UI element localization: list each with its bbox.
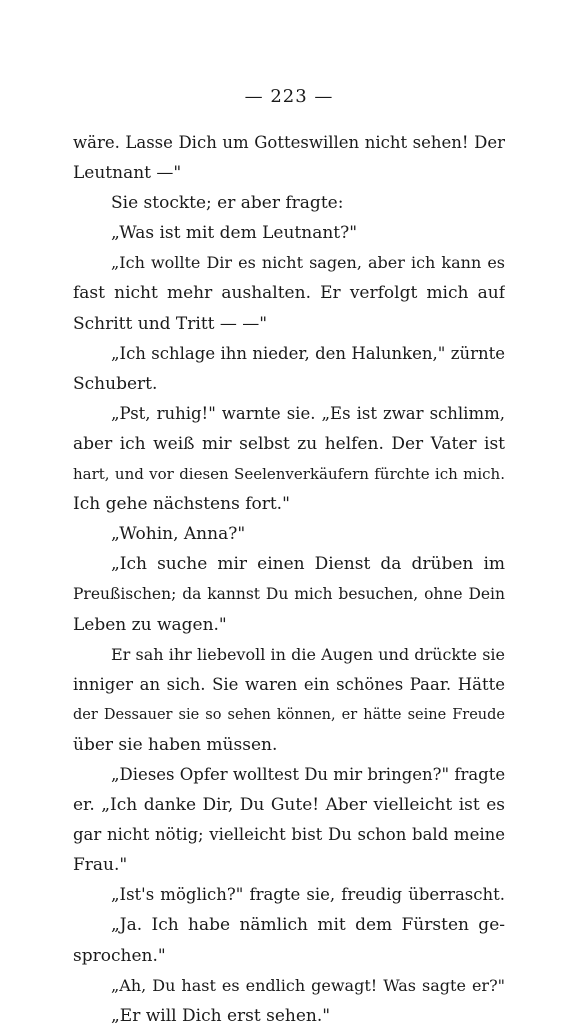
- text-line: Ich gehe nächstens fort.": [73, 494, 290, 515]
- text-line: hart, und vor diesen Seelenverkäufern fürchte ich mich.: [73, 465, 505, 484]
- text-line: gar nicht nötig; vielleicht bist Du schon bald meine: [73, 825, 505, 845]
- text-line: „Ja. Ich habe nämlich mit dem Fürsten ge-: [111, 915, 505, 936]
- text-line: wäre. Lasse Dich um Gotteswillen nicht sehen! Der: [73, 133, 505, 152]
- text-line: „Wohin, Anna?": [111, 524, 246, 545]
- text-line: „Ich wollte Dir es nicht sagen, aber ich kann es: [111, 253, 505, 273]
- text-line: „Pst, ruhig!" warnte sie. „Es ist zwar schlimm,: [111, 403, 505, 423]
- text-line: „Dieses Opfer wolltest Du mir bringen?" fragte: [111, 764, 505, 784]
- text-line: sprochen.": [73, 945, 166, 966]
- text-line: Preußischen; da kannst Du mich besuchen, ohne Dein: [73, 585, 505, 604]
- text-line: Sie stockte; er aber fragte:: [111, 193, 344, 214]
- text-line: der Dessauer sie so sehen können, er hätte seine Freude: [73, 706, 505, 723]
- text-line: er. „Ich danke Dir, Du Gute! Aber vielleicht ist es: [73, 795, 505, 816]
- text-line: „Er will Dich erst sehen.": [111, 1005, 331, 1026]
- text-line: Schritt und Tritt — —": [73, 313, 268, 334]
- body-text: [73, 128, 505, 1031]
- text-line: „Ich suche mir einen Dienst da drüben im: [111, 554, 505, 575]
- text-line: über sie haben müssen.: [73, 734, 278, 755]
- text-line: „Was ist mit dem Leutnant?": [111, 223, 358, 244]
- text-line: „Ich schlage ihn nieder, den Halunken," zürnte: [111, 343, 505, 363]
- text-line: Schubert.: [73, 373, 158, 394]
- text-line: aber ich weiß mir selbst zu helfen. Der Vater ist: [73, 433, 505, 454]
- text-line: Er sah ihr liebevoll in die Augen und drückte sie: [111, 644, 505, 664]
- text-line: Frau.": [73, 855, 128, 876]
- page-number: — 223 —: [244, 86, 334, 107]
- text-line: Leutnant —": [73, 163, 182, 184]
- text-line: Leben zu wagen.": [73, 614, 227, 635]
- text-line: inniger an sich. Sie waren ein schönes Paar. Hätte: [73, 674, 505, 694]
- text-line: „Ist's möglich?" fragte sie, freudig überrascht.: [111, 885, 505, 905]
- text-line: „Ah, Du hast es endlich gewagt! Was sagte er?": [111, 975, 505, 995]
- text-line: fast nicht mehr aushalten. Er verfolgt mich auf: [73, 283, 505, 304]
